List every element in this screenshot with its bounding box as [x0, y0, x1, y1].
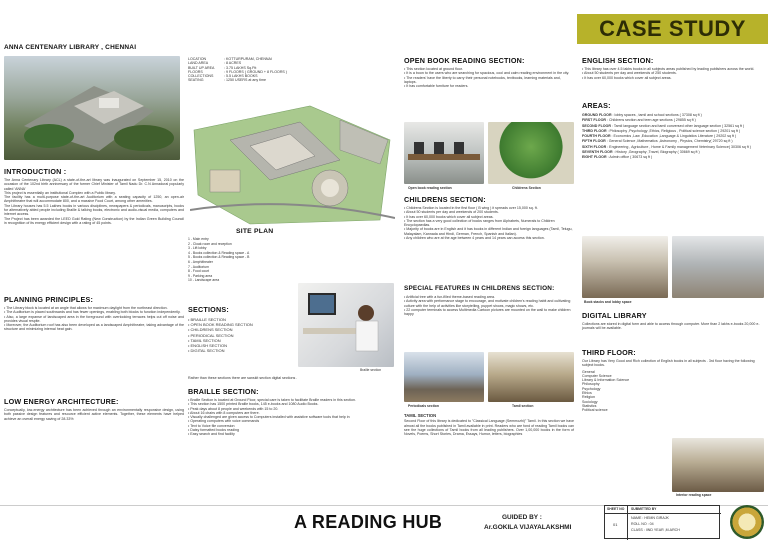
area-row	[582, 134, 764, 138]
submitted-label: SUBMITTED BY	[631, 507, 657, 511]
special-point: • Artificial tree with a fun-filled theme-based reading area.	[404, 295, 495, 299]
section-item: • PERIODICAL SECTION	[188, 332, 234, 338]
subject-list	[582, 370, 662, 413]
area-row	[582, 129, 764, 133]
tamil-heading: TAMIL SECTION	[404, 413, 437, 418]
introduction-p3: The facility has a multi-purpose state-of-the-art Auditorium with a seating capacity of 1250, an open-air Amphitheatre that will accommodate 800, and a massive Food Court, among other amenities.	[4, 195, 184, 204]
english-point: • About 50 students per day and weekends of 250 students.	[582, 71, 677, 76]
open-book-point: • It is a boon to the users who are searching for spacious, cool and calm reading environment in the city.	[404, 71, 570, 76]
introduction-heading: INTRODUCTION :	[4, 167, 67, 176]
area-row	[582, 155, 764, 159]
page-title: ANNA CENTENARY LIBRARY , CHENNAI	[4, 44, 137, 51]
childrens-point: • Childrens Section is located in the first floor ( B wing ) it spreads over 15,000 sq. ft.	[404, 206, 538, 210]
interior-photo	[672, 438, 764, 492]
braille-point: • This section has 1500 printed Braille books, 145 e-books and 1080 Audio Books.	[188, 402, 319, 407]
open-book-photo	[404, 122, 484, 184]
section-item: • OPEN BOOK READING SECTION	[188, 322, 253, 328]
fact-key: LAND AREA	[188, 61, 209, 66]
legend-item: 2 - Cloak room and reception	[188, 241, 232, 246]
braille-point: • Daisy formatted books reading	[188, 428, 239, 433]
title-block-rule	[605, 513, 721, 514]
title-block-divider	[627, 506, 628, 540]
childrens-point: • About 50 students per day and weekends of 200 students.	[404, 210, 499, 215]
special-point: • 22 computer terminals to access Multimedia Cartoon pictures are mounted on the wall to make children happy	[404, 307, 571, 317]
braille-block	[188, 388, 398, 437]
areas-heading: AREAS:	[582, 101, 611, 110]
low-energy-block	[4, 398, 184, 421]
area-row	[582, 145, 764, 149]
digital-block	[582, 312, 764, 331]
open-book-point: • The readers' have the liberty to carry their personal notebooks, textbooks, learning materials and, laptops.	[404, 75, 561, 84]
area-row	[582, 139, 764, 143]
area-desc: : Philosophy ,Psychology ,Ethics, Religious , Political science section ( 29201 sq ft )	[607, 128, 741, 133]
english-block	[582, 57, 764, 80]
fact-key: BUILT UP AREA	[188, 65, 215, 70]
area-desc: : Childrens section and teen age sections ( 29855 sq ft )	[606, 118, 696, 123]
sheet-number: 01	[613, 522, 618, 527]
digital-text: Collections are stored in digital form and able to access through computer. More than 2 lakhs e-books 20,000 e-journals will be available.	[582, 322, 760, 331]
subject-item: Statistics	[582, 403, 597, 408]
guided-label: GUIDED BY :	[502, 514, 542, 521]
third-floor-heading: THIRD FLOOR:	[582, 348, 636, 357]
area-row	[582, 113, 764, 117]
area-floor: FOURTH FLOOR	[582, 134, 611, 139]
subject-item: Political science	[582, 408, 608, 413]
braille-photo-illustration	[298, 283, 394, 367]
fact-value: : 1250 USERS at any time	[224, 78, 266, 83]
area-row	[582, 124, 764, 128]
case-study-banner: CASE STUDY	[577, 14, 768, 44]
section-item: • BRAILLE SECTION	[188, 317, 226, 322]
legend-item: 5 - Books collection & Reading space - B	[188, 255, 250, 260]
open-book-heading: OPEN BOOK READING SECTION:	[404, 56, 525, 65]
legend-item: 1 - Main entry	[188, 237, 209, 241]
braille-photo	[298, 283, 394, 367]
third-floor-block	[582, 349, 764, 413]
footer-title: A READING HUB	[294, 512, 443, 532]
section-item: • TAMIL SECTION	[188, 337, 221, 343]
section-item: • ENGLISH SECTION	[188, 343, 227, 349]
low-energy-text: Conceptually, low-energy architecture has been achieved through an environmentally responsive design, using both passive design features and resource efficient active elements. Together, these elements have helped achieve an overall energy saving of 28.33%	[4, 408, 184, 421]
open-book-block	[404, 57, 574, 88]
braille-point: • Peak days about 8 people and weekends with 15 to 20.	[188, 406, 279, 411]
area-desc: : Engineering , Agriculture , Home & Family management Veterinary Science( 30306 sq ft )	[607, 144, 751, 149]
area-floor: SECOND FLOOR	[582, 123, 611, 128]
special-features-heading: SPECIAL FEATURES IN CHILDRENS SECTION:	[404, 285, 555, 292]
area-desc: : General Science ,Mathematics ,Astronomy , Physics, Chemistry( 29720 sq ft )	[606, 139, 733, 144]
subject-item: Ethics	[582, 391, 592, 396]
childrens-heading: CHILDRENS SECTION:	[404, 195, 486, 204]
lobby-photo	[672, 236, 764, 298]
aerial-photo	[4, 56, 180, 160]
area-desc: : lobby spaces , tamil and school sections ( 37308 sq ft )	[612, 113, 702, 117]
area-floor: FIRST FLOOR	[582, 118, 606, 123]
fact-key: FLOORS	[188, 69, 203, 74]
student-roll: ROLL NO : 04	[631, 522, 654, 526]
childrens-caption: Childrens Section	[512, 186, 541, 190]
aerial-photo-illustration	[4, 56, 180, 160]
periodicals-caption: Periodicals section	[408, 404, 439, 408]
fact-value: : 9 FLOORS ( GROUND + 8 FLOORS )	[224, 69, 288, 74]
tamil-block	[404, 414, 574, 436]
open-book-point: • It has comfortable furniture for readers.	[404, 84, 469, 89]
fact-key: LOCATION	[188, 57, 207, 61]
braille-point: • Visually challenged are given access to Computers installed with assistive software tools that help in	[188, 415, 350, 420]
area-floor: GROUND FLOOR	[582, 113, 612, 117]
sections-block	[188, 306, 296, 353]
subject-item: Computer Science	[582, 373, 612, 378]
fact-row	[188, 78, 323, 82]
fact-key: SEATING	[188, 78, 204, 83]
planning-heading: PLANNING PRINCIPLES:	[4, 295, 94, 304]
childrens-block	[404, 196, 574, 240]
legend-item: 4 - Books collection & Reading space - A	[188, 250, 250, 255]
fact-key: COLLECTIONS	[188, 74, 214, 79]
interior-caption: Interior reading space	[676, 493, 712, 497]
area-row	[582, 150, 764, 154]
childrens-photo	[488, 122, 574, 184]
planning-point: • Also, a large expanse of landscaped area in the foreground with overlooking terraces helps cut off noise and provides visual respite.	[4, 314, 184, 323]
legend-item: 3 - Lift lobby	[188, 246, 207, 251]
introduction-block	[4, 168, 184, 225]
legend-item: 9 - Parking area	[188, 273, 213, 278]
third-floor-intro: Our Library has Very Good and Rich collection of English books in all subjects . 3rd floor having the following subject books.	[582, 359, 755, 368]
subject-item: Sociology	[582, 399, 598, 404]
introduction-p2: This project is essentially an institutional Complex with a Public library.	[4, 190, 116, 195]
planning-point: • The Library block is located at an angle that allows for maximum daylight from the northeast direction.	[4, 306, 168, 310]
area-desc: : Tamil language section and tamil conversed other language section ( 32561 sq ft )	[611, 123, 745, 128]
legend-item: 6 - Amphitheater	[188, 259, 213, 264]
areas-block	[582, 102, 764, 160]
subject-item: General	[582, 369, 595, 374]
planning-point: • Moreover, the Auditorium roof has also been developed as a landscaped Amphitheatre, taking advantage of the structure and minimizing internal heat gain.	[4, 323, 184, 332]
periodicals-photo	[404, 352, 484, 402]
subject-item: Religion	[582, 395, 595, 400]
braille-point: • About 16 chairs with 8 computers are there.	[188, 410, 260, 415]
area-desc: : Admin office ( 30673 sq ft )	[607, 155, 653, 160]
legend-item: 10 - Landscape area	[188, 278, 220, 283]
braille-point: • Text to Voice file conversion	[188, 423, 235, 428]
area-desc: : History ,Geography ,Travel, Biography ( 30669 sq ft )	[613, 150, 700, 155]
digital-heading: DIGITAL LIBRARY	[582, 311, 647, 320]
sheet-label: SHEET NO	[607, 507, 625, 511]
special-point: • Activity area with performance stage to encourage, and motivate children's reading habit and cultivating culture with the help of activities like storytelling, puppet shows, magic shows, etc.	[404, 299, 571, 308]
childrens-point: • Majority of books are in English and it has books in different Indian and foreign languages (Tamil, Telugu, Malayalam, Kannada and Hindi, German, French, Spanish and Italian).	[404, 227, 573, 236]
special-features-block	[404, 285, 574, 316]
english-point: • It has over 60,000 books which cover all subject areas.	[582, 75, 672, 80]
site-plan-title: SITE PLAN	[236, 228, 274, 235]
subject-item: Library & Information Science	[582, 378, 630, 383]
fact-value: : 8 ACRES	[224, 61, 242, 66]
open-book-photo-illustration	[404, 122, 484, 184]
subject-item: Philosophy	[582, 382, 600, 387]
title-block	[604, 505, 720, 539]
book-stacks-caption: Book stacks and lobby space	[584, 300, 632, 304]
childrens-point: • Any children who are at the age between 4 years and 14 years can access this section.	[404, 236, 545, 241]
subject-item: Psychology	[582, 386, 601, 391]
student-name: NAME : HEMN GIRAJK	[631, 516, 669, 520]
planning-block	[4, 296, 184, 332]
sections-note: Rather than these sections there are sanskit section digital sections .	[188, 376, 298, 380]
introduction-p5: The Project has been awarded the LEED Gold Rating (New Construction) by the Indian Green Building Council in recognition of its energy efficient design with a rating of 45 points.	[4, 216, 184, 225]
area-floor: SEVENTH FLOOR	[582, 150, 613, 155]
legend-item: 7 - Auditorium	[188, 264, 209, 269]
braille-photo-caption: Braille section	[360, 368, 382, 372]
area-floor: SIXTH FLOOR	[582, 144, 607, 149]
fact-value: : 3.75 LAKHS Sq.Ftt	[224, 65, 257, 70]
section-item: • CHILDRENS SECTION	[188, 327, 233, 333]
braille-heading: BRAILLE SECTION:	[188, 387, 259, 396]
facts-table	[188, 57, 323, 83]
area-floor: THIRD FLOOR	[582, 128, 607, 133]
introduction-p1: The Anna Centenary Library (ACL) a state-of-the-art library was inaugurated on September 15, 2010 on the occasion of the 102nd birth anniversary of the former Chief Minister of Tamil Nadu Dr. C.N Annadurai popularly called 'ANNA'	[4, 178, 184, 191]
tamil-text: Second Floor of this library is dedicated to "Classical Language (Semmozhi)" Tamil. In this section we have almost all the books published in Tamil available in print. Readers who are fond of reading Tamil books can see the huge collections of Tamil books from all leading publishers. Over 1,00,000 books in the form of Novels, Poems, Short Stories, Drama, Essays, Humor, letters, biographies	[404, 419, 574, 437]
open-book-caption: Open book reading section	[408, 186, 452, 190]
braille-point: • Easy search and find facility	[188, 432, 235, 437]
college-emblem-icon	[730, 505, 764, 539]
section-item: • DIGITAL SECTION	[188, 348, 225, 354]
legend-item: 8 - Food court	[188, 269, 210, 274]
english-point: • This library has over 4.5 lakhs books in all subjects areas published by leading publishers across the world.	[582, 67, 755, 71]
guide-name: Ar.GOKILA VIJAYALAKSHMI	[484, 524, 572, 531]
braille-point: • Braille Section is located at Ground Floor, special care is taken to facilitate Braille readers in this section.	[188, 398, 357, 402]
sections-heading: SECTIONS:	[188, 305, 229, 314]
book-stacks-photo	[582, 236, 668, 298]
site-plan-legend	[188, 237, 293, 283]
student-class: CLASS : IIND YEAR ,M.ARCH	[631, 528, 680, 532]
site-plan-drawing	[190, 100, 395, 228]
fact-value: : 5.5 LAKHS BOOKS	[224, 74, 258, 79]
fact-value: : KOTTURPURAM, CHENNAI	[224, 57, 272, 61]
english-heading: ENGLISH SECTION:	[582, 56, 654, 65]
low-energy-heading: LOW ENERGY ARCHITECTURE:	[4, 397, 119, 406]
area-floor: FIFTH FLOOR	[582, 139, 606, 144]
area-desc: : Economics ,Law ,Education ,Language & Linguistics Literature ( 29202 sq ft )	[611, 134, 737, 139]
tamil-photo	[488, 352, 574, 402]
braille-point: • Operating computers with voice commands	[188, 419, 260, 424]
site-plan-illustration	[190, 100, 395, 228]
planning-point: • The Auditorium is placed southwards and has fewer openings, enabling both blocks to function independently.	[4, 310, 181, 315]
introduction-p4: The Library houses has 5.5 Lakhes books in various disciplines, newspapers & periodicals, manuscripts, books for alternatively abled people including Braille & talking books, electronic and audio-visual media, computers and internet access.	[4, 203, 184, 217]
childrens-point: • It has over 60,000 books which cover all subject areas.	[404, 214, 494, 219]
area-row	[582, 118, 764, 122]
area-floor: EIGHT FLOOR	[582, 155, 607, 160]
tamil-caption: Tamil section	[512, 404, 534, 408]
open-book-point: • This section located at ground floor.	[404, 67, 463, 71]
childrens-point: • The section has a very good collection of books ranges from Alphabets, Numerals to Children Encyclopaedias.	[404, 218, 555, 228]
